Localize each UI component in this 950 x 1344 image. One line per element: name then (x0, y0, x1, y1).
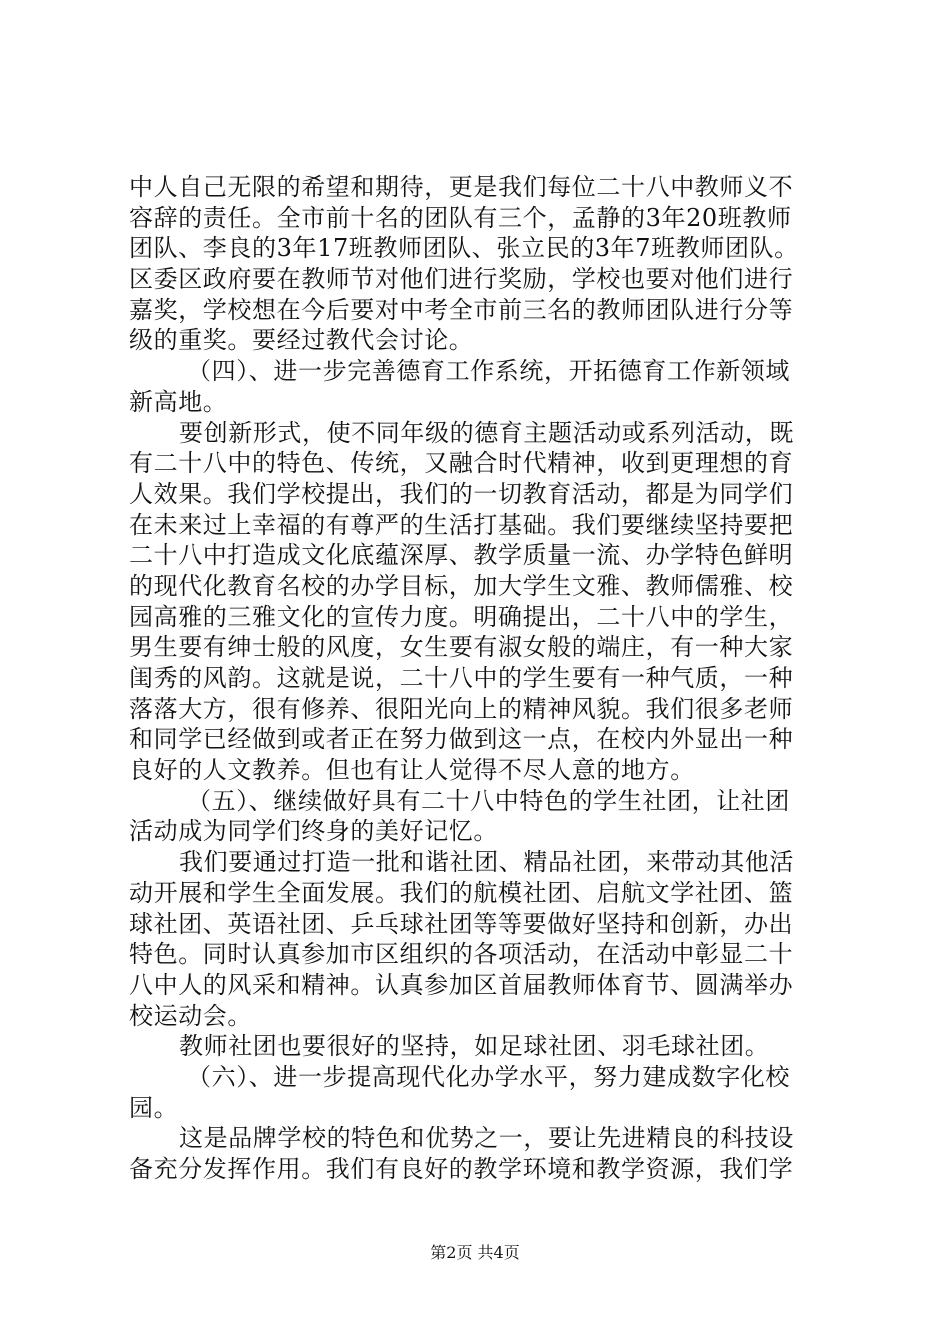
text-line: 区委区政府要在教师节对他们进行奖励，学校也要对他们进行 (129, 265, 794, 294)
text-line: 球社团、英语社团、乒乓球社团等等要做好坚持和创新，办出 (129, 909, 794, 938)
body-text (129, 172, 829, 1185)
paragraph-start: 教师社团也要很好的坚持，如足球社团、羽毛球社团。 (179, 1032, 770, 1061)
text-line: 良好的人文教养。但也有让人觉得不尽人意的地方。 (129, 756, 695, 785)
section-heading-5: （五）、继续做好具有二十八中特色的学生社团，让社团 (187, 786, 790, 815)
paragraph-start: 这是品牌学校的特色和优势之一，要让先进精良的科技设 (179, 1124, 794, 1153)
paragraph-start: 我们要通过打造一批和谐社团、精品社团，来带动其他活 (179, 848, 794, 877)
text-line: 八中人的风采和精神。认真参加区首届教师体育节、圆满举办 (129, 970, 794, 999)
text-line: 和同学已经做到或者正在努力做到这一点，在校内外显出一种 (129, 725, 794, 754)
text-line: 团队、李良的3年17班教师团队、张立民的3年7班教师团队。 (129, 234, 799, 263)
text-line: 级的重奖。要经过教代会讨论。 (129, 326, 474, 355)
text-line: 闺秀的风韵。这就是说，二十八中的学生要有一种气质，一种 (129, 664, 794, 692)
text-line: 园。 (129, 1093, 179, 1122)
text-line: 落落大方，很有修养、很阳光向上的精神风貌。我们很多老师 (129, 694, 794, 723)
text-line: 动开展和学生全面发展。我们的航模社团、启航文学社团、篮 (129, 878, 794, 907)
text-line: 校运动会。 (129, 1001, 252, 1030)
text-line: 园高雅的三雅文化的宣传力度。明确提出，二十八中的学生， (129, 602, 794, 631)
text-line: 的现代化教育名校的办学目标，加大学生文雅、教师儒雅、校 (129, 571, 794, 600)
text-line: 在未来过上幸福的有尊严的生活打基础。我们要继续坚持要把 (129, 510, 794, 539)
text-line: 备充分发挥作用。我们有良好的教学环境和教学资源，我们学 (129, 1155, 794, 1183)
text-line: 男生要有绅士般的风度，女生要有淑女般的端庄，有一种大家 (129, 633, 794, 662)
text-line: 活动成为同学们终身的美好记忆。 (129, 817, 498, 846)
text-line: 特色。同时认真参加市区组织的各项活动，在活动中彰显二十 (129, 940, 794, 969)
text-line: 人效果。我们学校提出，我们的一切教育活动，都是为同学们 (129, 479, 794, 508)
text-line: 二十八中打造成文化底蕴深厚、教学质量一流、办学特色鲜明 (129, 541, 794, 570)
section-heading-6: （六）、进一步提高现代化办学水平，努力建成数字化校 (187, 1062, 790, 1091)
text-line: 新高地。 (129, 387, 228, 416)
text-line: 有二十八中的特色、传统，又融合时代精神，收到更理想的育 (129, 449, 794, 478)
text-line: 中人自己无限的希望和期待，更是我们每位二十八中教师义不 (129, 173, 794, 201)
page-number-footer: 第2页 共4页 (430, 1243, 520, 1262)
text-line: 容辞的责任。全市前十名的团队有三个，孟静的3年20班教师 (129, 203, 792, 232)
section-heading-4: （四）、进一步完善德育工作系统，开拓德育工作新领域 (187, 357, 790, 386)
paragraph-start: 要创新形式，使不同年级的德育主题活动或系列活动，既 (179, 418, 794, 447)
text-line: 嘉奖，学校想在今后要对中考全市前三名的教师团队进行分等 (129, 295, 794, 324)
